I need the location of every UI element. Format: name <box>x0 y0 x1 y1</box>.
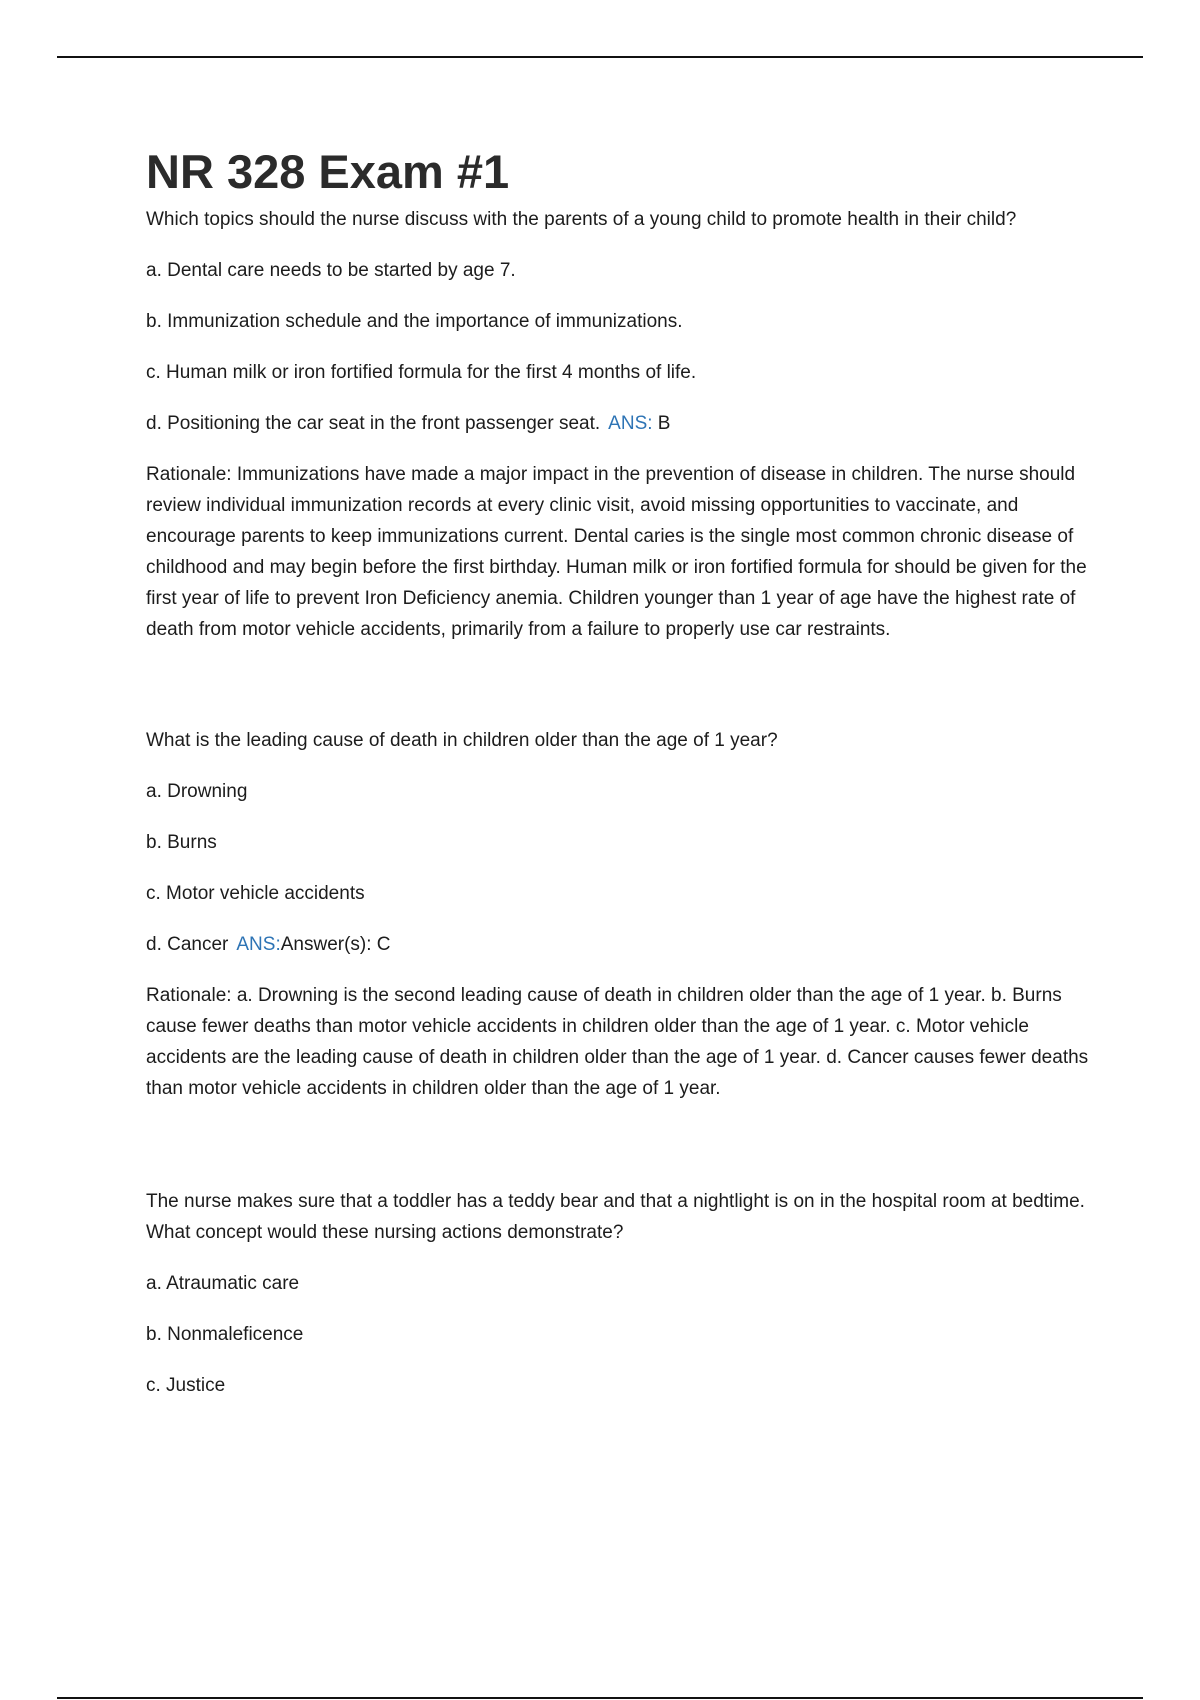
option-d: d. Positioning the car seat in the front passenger seat. <box>146 413 601 434</box>
option-b: b. Burns <box>146 832 217 853</box>
option-b: b. Immunization schedule and the importance of immunizations. <box>146 311 683 332</box>
option-b: b. Nonmaleficence <box>146 1324 304 1345</box>
top-rule <box>57 56 1143 58</box>
option-a: a. Drowning <box>146 781 248 802</box>
option-c: c. Justice <box>146 1375 226 1396</box>
spacer <box>146 645 1096 725</box>
rationale: Rationale: a. Drowning is the second leading cause of death in children older than the age of 1 year. b. Burns cause fewer deaths than motor vehicle accidents in children older than the age of 1 year. c. Motor vehicle accidents are the leading cause of death in children older than the age of 1 year. d. Cancer causes fewer deaths than motor vehicle accidents in children older than the age of 1 year. <box>146 985 1089 1099</box>
question-stem: Which topics should the nurse discuss with the parents of a young child to promote health in their child? <box>146 209 1017 230</box>
document-body <box>146 142 1096 1421</box>
option-c: c. Motor vehicle accidents <box>146 883 365 904</box>
question-stem: The nurse makes sure that a toddler has a teddy bear and that a nightlight is on in the hospital room at bedtime. What concept would these nursing actions demonstrate? <box>146 1191 1085 1243</box>
option-d: d. Cancer <box>146 934 229 955</box>
rationale: Rationale: Immunizations have made a major impact in the prevention of disease in children. The nurse should review individual immunization records at every clinic visit, avoid missing opportunities to vaccinate, and encourage parents to keep immunizations current. Dental caries is the single most common chronic disease of childhood and may begin before the first birthday. Human milk or iron fortified formula for should be given for the first year of life to prevent Iron Deficiency anemia. Children younger than 1 year of age have the highest rate of death from motor vehicle accidents, primarily from a failure to properly use car restraints. <box>146 464 1087 640</box>
spacer <box>146 1104 1096 1186</box>
question-3 <box>146 1186 1096 1401</box>
option-c: c. Human milk or iron fortified formula for the first 4 months of life. <box>146 362 697 383</box>
option-a: a. Atraumatic care <box>146 1273 300 1294</box>
answer-label: ANS: <box>608 413 653 434</box>
question-stem: What is the leading cause of death in children older than the age of 1 year? <box>146 730 778 751</box>
answer-label: ANS: <box>236 934 281 955</box>
answer-value: Answer(s): C <box>280 934 391 955</box>
option-d-with-answer <box>146 929 1096 960</box>
answer-value: B <box>652 413 671 434</box>
option-d-with-answer <box>146 408 1096 439</box>
question-2 <box>146 725 1096 1104</box>
question-1 <box>146 204 1096 645</box>
option-a: a. Dental care needs to be started by age 7. <box>146 260 516 281</box>
bottom-rule <box>57 1697 1143 1699</box>
document-title: NR 328 Exam #1 <box>146 145 510 198</box>
